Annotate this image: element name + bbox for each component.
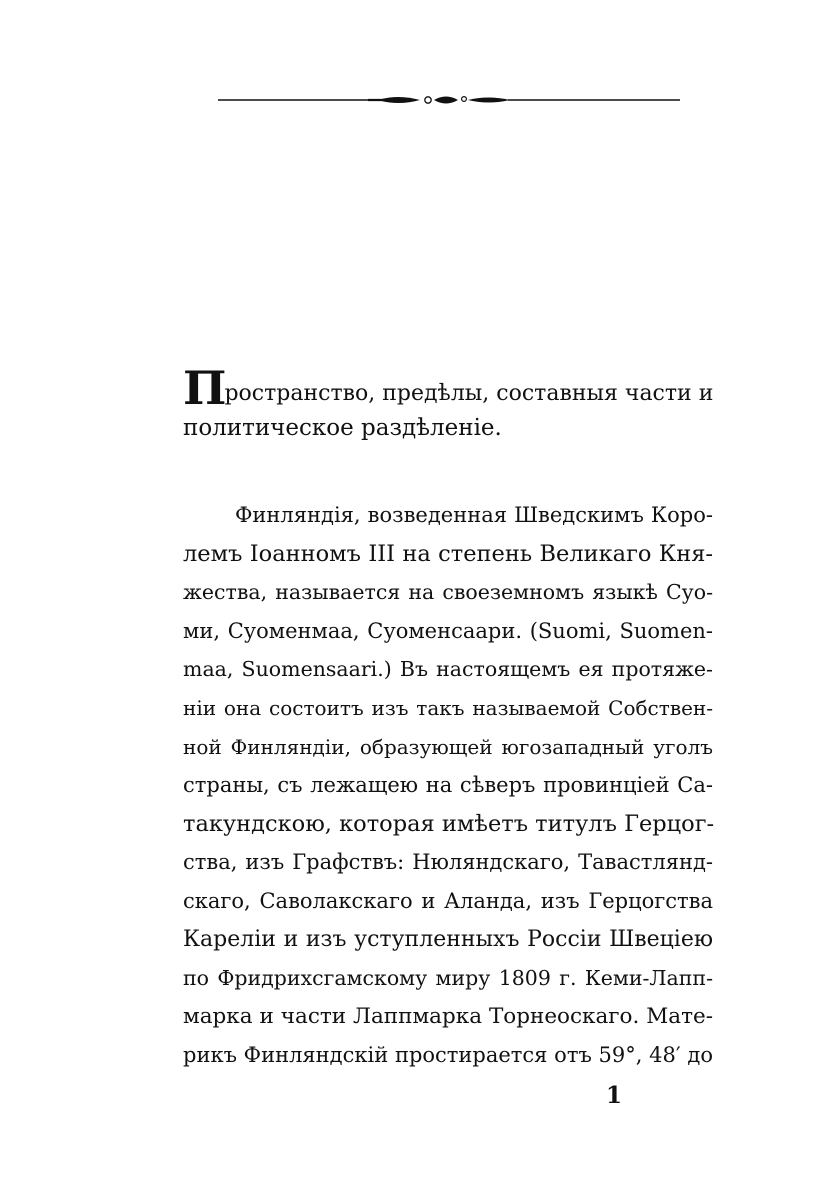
header-ornament <box>218 90 680 110</box>
section-heading <box>183 361 714 448</box>
text-line: Финляндія, возведенная Шведскимъ Коро- <box>235 503 713 527</box>
text-line: лемъ Іоанномъ III на степень Великаго Кня- <box>183 540 713 567</box>
page-number: 1 <box>606 1082 623 1109</box>
text-line: maa, Suomensaari.) Въ настоящемъ ея протяже- <box>183 657 713 682</box>
text-line: страны, съ лежащею на сѣверъ провинціей Са- <box>183 773 713 798</box>
body-paragraph <box>183 496 713 1075</box>
drop-cap-letter: П <box>183 361 225 415</box>
text-line: ства, изъ Графствъ: Нюляндскаго, Тавастлянд- <box>183 850 713 875</box>
heading-line-2: политическое раздѣленіе. <box>183 415 502 441</box>
text-line: рикъ Финляндскій простирается отъ 59°, 48′ до <box>183 1043 713 1068</box>
text-line: скаго, Саволакскаго и Аланда, изъ Герцогства <box>183 888 713 913</box>
text-line: марка и части Лаппмарка Торнеоскаго. Мате- <box>183 1003 713 1029</box>
text-line: ніи она состоитъ изъ такъ называемой Собствен- <box>183 695 713 720</box>
text-line: Кареліи и изъ уступленныхъ Россіи Швеціею <box>183 926 713 952</box>
heading-line-1 <box>183 361 714 415</box>
text-line: по Фридрихсгамскому миру 1809 г. Кеми-Лапп- <box>183 966 713 991</box>
text-line: ной Финляндіи, образующей югозападный уголъ <box>183 734 713 759</box>
heading-line-1-text: ространство, предѣлы, составныя части и <box>224 381 714 406</box>
text-line: ми, Суоменмаа, Суоменсаари. (Suomi, Suomen- <box>183 618 713 643</box>
text-line: жества, называется на своеземномъ языкѣ Суо- <box>183 580 713 605</box>
text-line: такундскою, которая имѣетъ титулъ Герцог- <box>183 810 715 837</box>
